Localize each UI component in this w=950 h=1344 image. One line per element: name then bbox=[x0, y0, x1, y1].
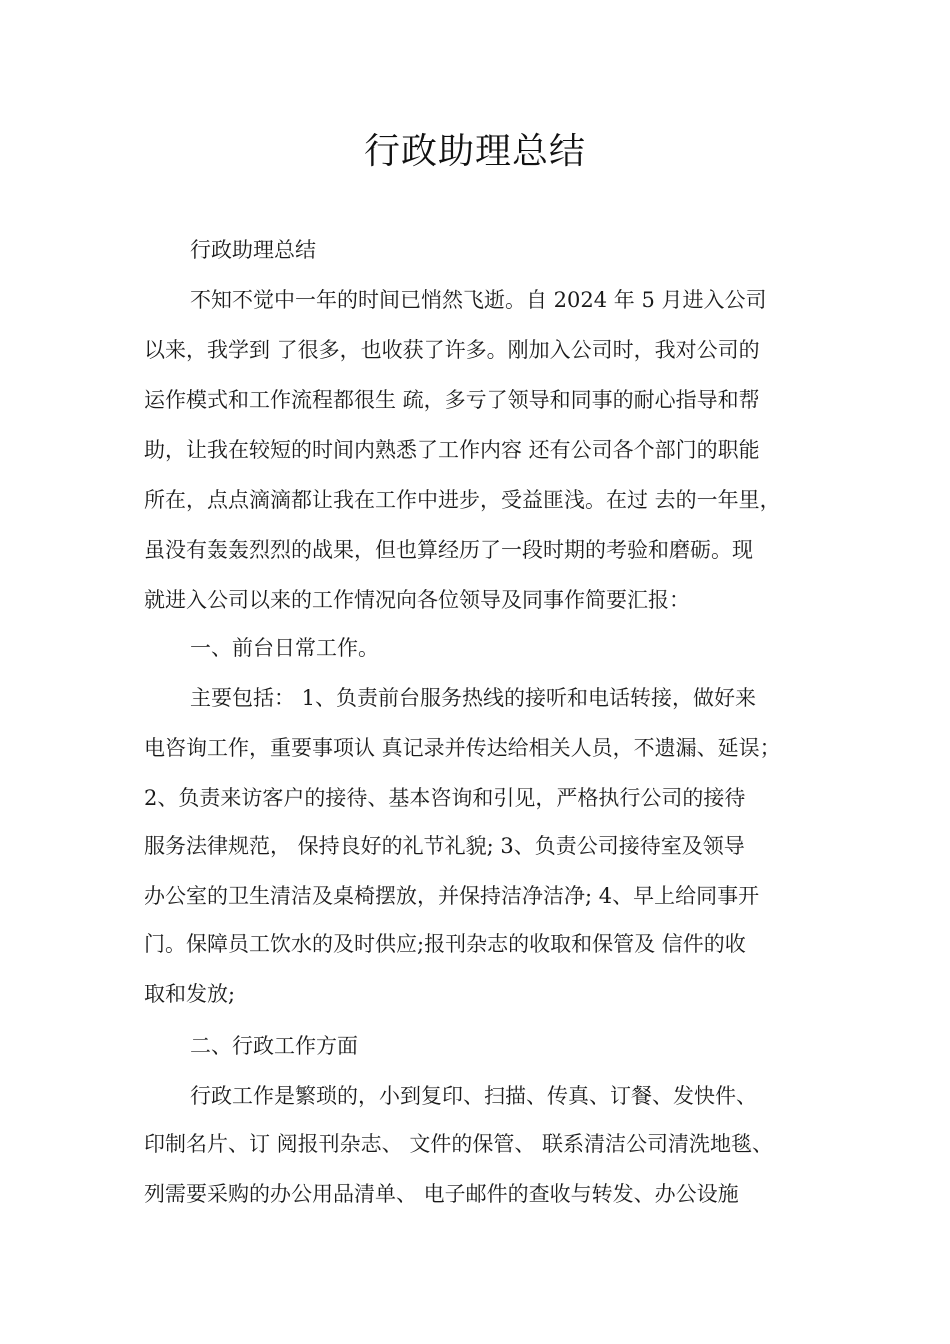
section-heading-2: 二、行政工作方面 bbox=[190, 1034, 358, 1058]
body-line: 不知不觉中一年的时间已悄然飞逝。自 2024 年 5 月进入公司 bbox=[190, 288, 767, 312]
body-line: 取和发放; bbox=[144, 982, 236, 1006]
body-line: 所在，点点滴滴都让我在工作中进步，受益匪浅。在过 去的一年里， bbox=[144, 488, 781, 512]
paragraph-heading-line: 行政助理总结 bbox=[190, 238, 316, 262]
body-line: 助，让我在较短的时间内熟悉了工作内容 还有公司各个部门的职能 bbox=[144, 438, 760, 462]
body-line: 主要包括： 1、负责前台服务热线的接听和电话转接，做好来 bbox=[190, 686, 757, 710]
body-line: 列需要采购的办公用品清单、 电子邮件的查收与转发、办公设施 bbox=[144, 1182, 739, 1206]
body-line: 印制名片、订 阅报刊杂志、 文件的保管、 联系清洁公司清洗地毯、 bbox=[144, 1132, 774, 1156]
body-line: 以来，我学到 了很多，也收获了许多。刚加入公司时，我对公司的 bbox=[144, 338, 760, 362]
section-heading-1: 一、前台日常工作。 bbox=[190, 636, 379, 660]
body-line: 虽没有轰轰烈烈的战果，但也算经历了一段时期的考验和磨砺。现 bbox=[144, 538, 753, 562]
body-line: 2、负责来访客户的接待、基本咨询和引见，严格执行公司的接待 bbox=[144, 786, 746, 810]
body-line: 门。保障员工饮水的及时供应;报刊杂志的收取和保管及 信件的收 bbox=[144, 932, 746, 956]
body-line: 办公室的卫生清洁及桌椅摆放，并保持洁净洁净; 4、早上给同事开 bbox=[144, 884, 760, 908]
body-line: 电咨询工作，重要事项认 真记录并传达给相关人员，不遗漏、延误； bbox=[144, 736, 781, 760]
body-line: 运作模式和工作流程都很生 疏，多亏了领导和同事的耐心指导和帮 bbox=[144, 388, 760, 412]
document-title: 行政助理总结 bbox=[363, 131, 586, 172]
body-line: 行政工作是繁琐的，小到复印、扫描、传真、订餐、发快件、 bbox=[190, 1084, 757, 1108]
body-line: 就进入公司以来的工作情况向各位领导及同事作简要汇报： bbox=[144, 588, 690, 612]
body-line: 服务法律规范， 保持良好的礼节礼貌; 3、负责公司接待室及领导 bbox=[144, 834, 745, 858]
